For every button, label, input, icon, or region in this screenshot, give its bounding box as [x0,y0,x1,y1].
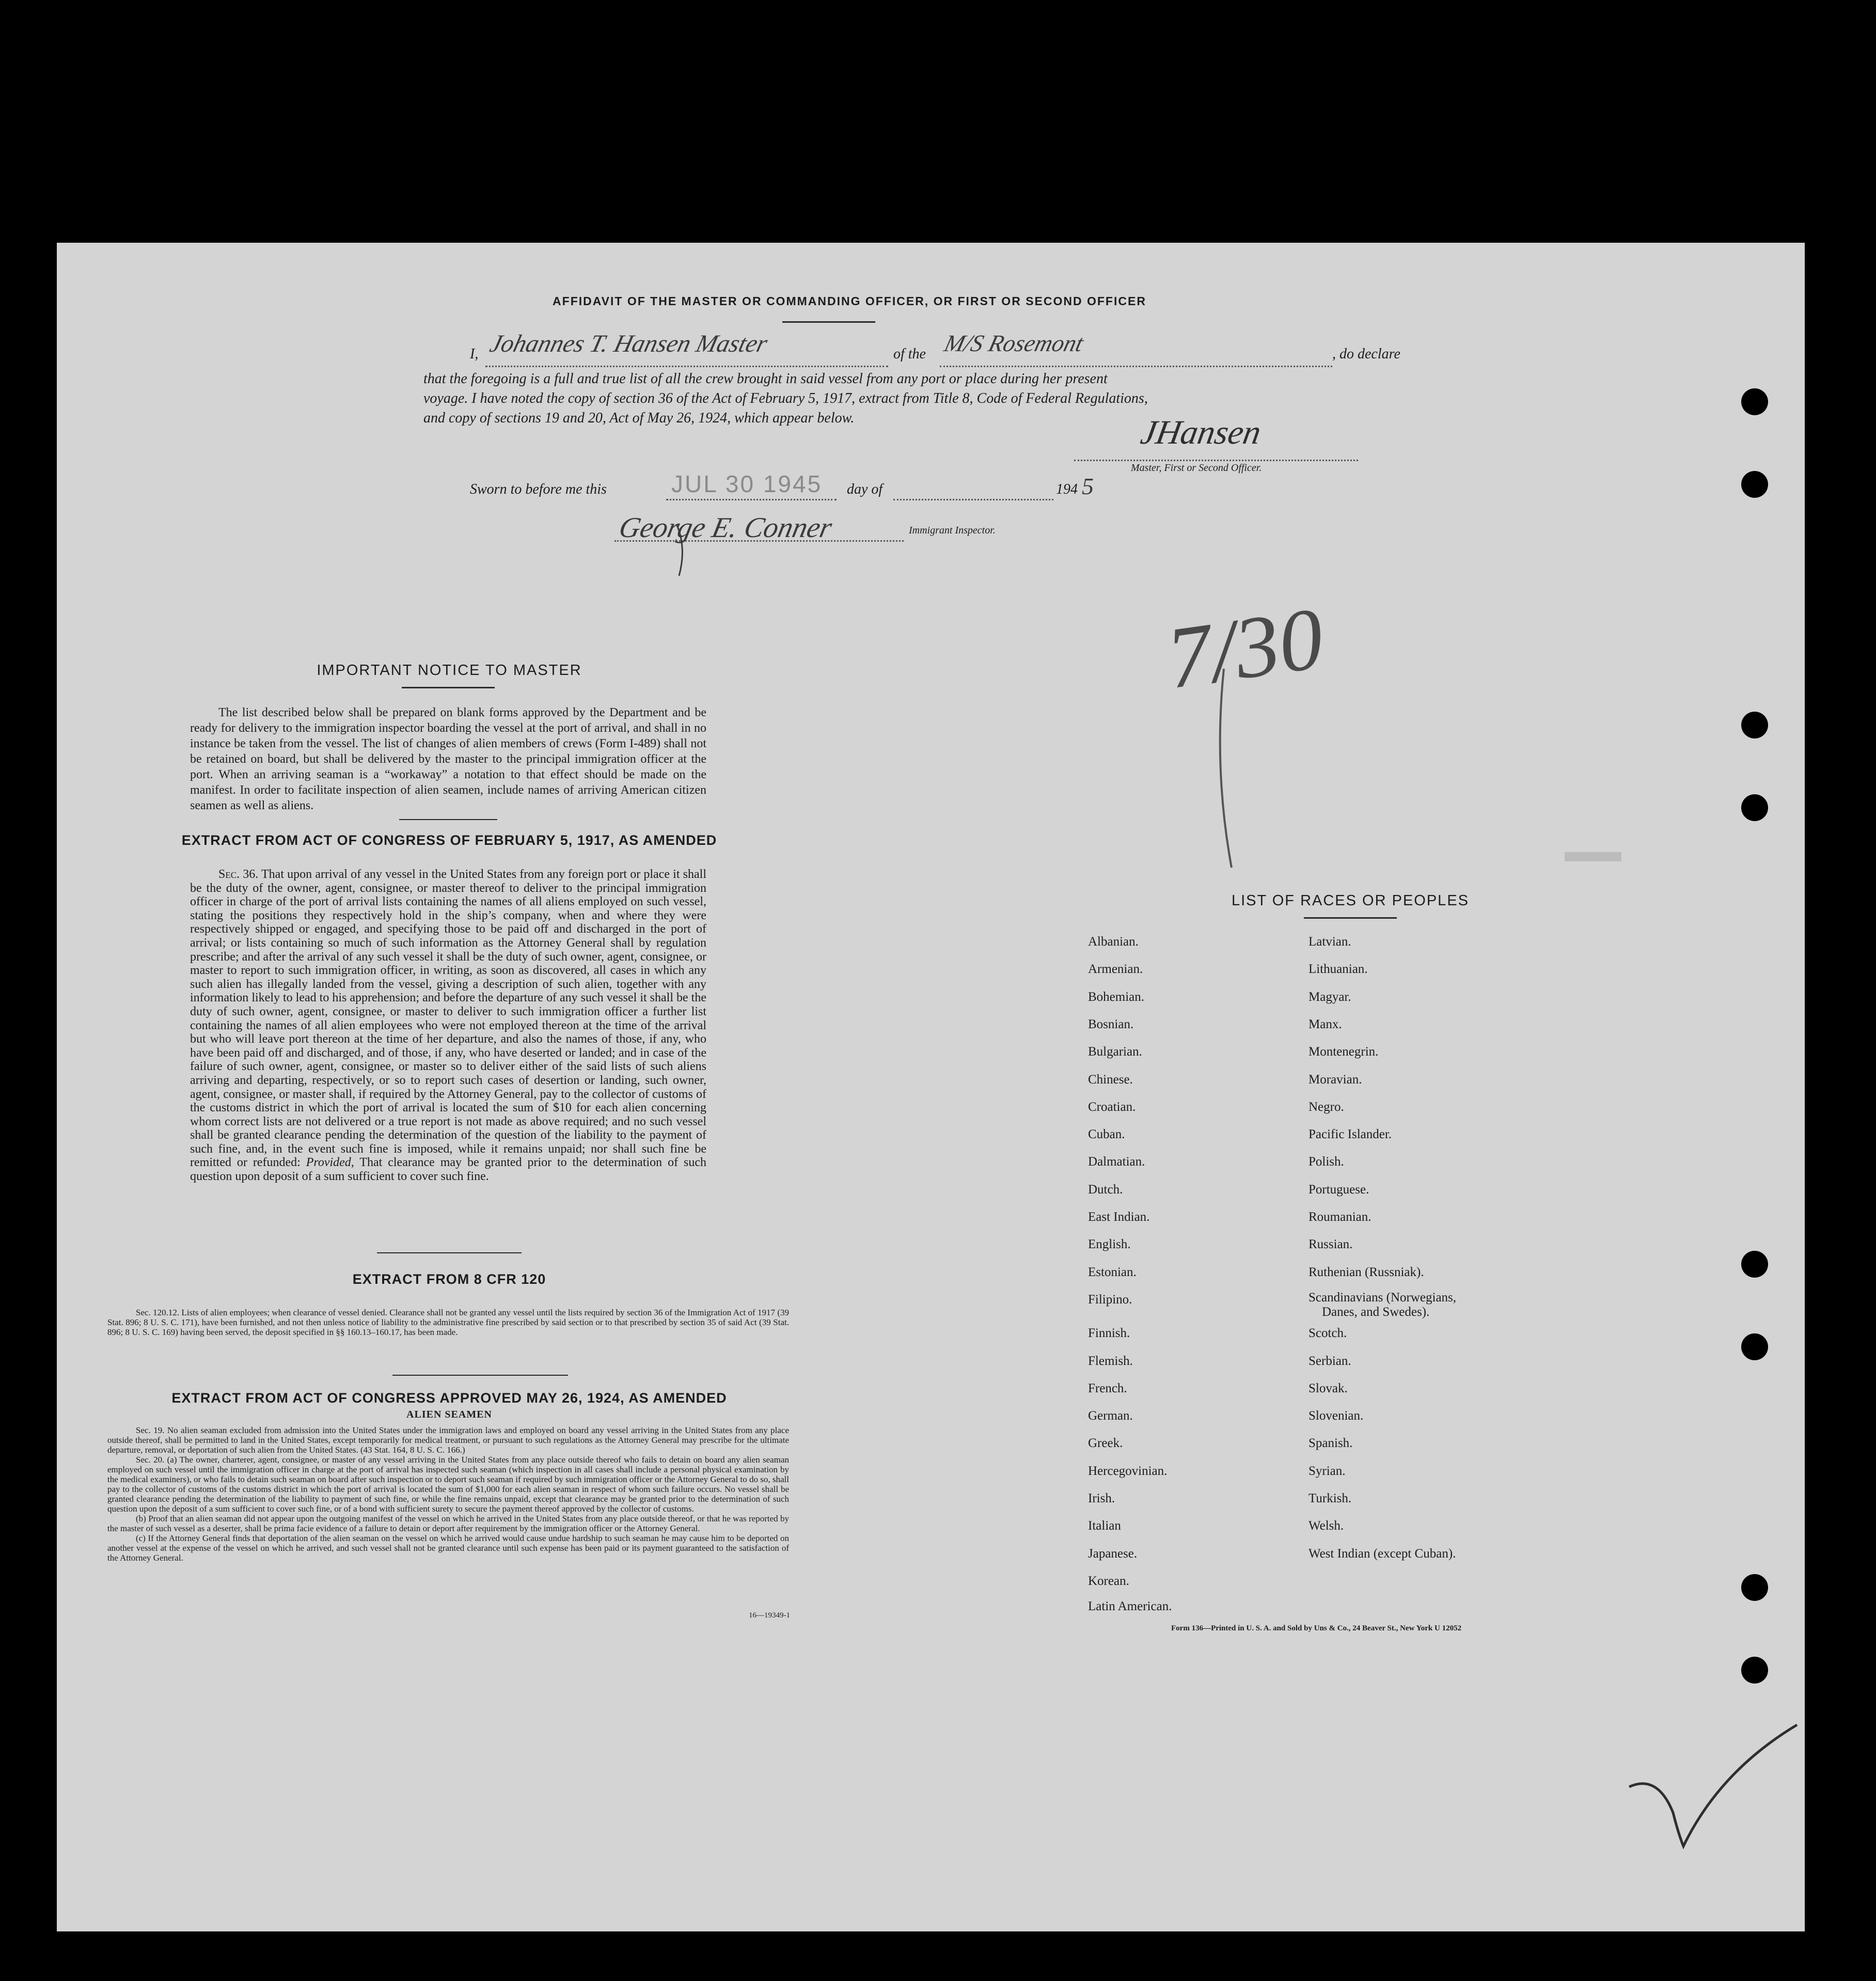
race-item: Lithuanian. [1309,962,1368,977]
binder-hole [1741,712,1768,738]
race-item: Roumanian. [1309,1210,1371,1224]
extract-1924-body [107,1425,789,1563]
handwritten-date-note: 7/30 [1161,589,1329,707]
sec-19: Sec. 19. No alien seaman excluded from admission into the United States under the immigration laws and employed on board any vessel arriving in the United States from any place outside thereof, shall be permitted to land in the United States, except temporarily for medical treatment, or pursuant to such regulations as the Attorney General may prescribe for the ultimate departure, removal, or deportation of such alien from the United States. (43 Stat. 164, 8 U. S. C. 166.) [107,1425,789,1455]
race-item: Turkish. [1309,1491,1352,1505]
race-item: Moravian. [1309,1072,1362,1087]
binder-hole [1741,471,1768,498]
race-item: French. [1088,1381,1127,1395]
cfr-title: EXTRACT FROM 8 CFR 120 [352,1271,546,1287]
race-item: Ruthenian (Russniak). [1309,1265,1424,1279]
race-item: Hercegovinian. [1088,1464,1168,1478]
affidavit-line-3: voyage. I have noted the copy of section 36 of the Act of February 5, 1917, extract from Title 8, Code of Federal Regulations, [423,390,1148,406]
proviso-text: That clearance may be granted prior to the determination of such question upon deposit of a sum sufficient to cover such fine. [190,1156,707,1184]
race-item: Dutch. [1088,1182,1123,1197]
affidavit-line-4: and copy of sections 19 and 20, Act of May 26, 1924, which appear below. [423,410,855,426]
race-item: Slovenian. [1309,1409,1364,1423]
affidavit-of-the: of the [893,346,926,362]
race-item: Pacific Islander. [1309,1127,1392,1142]
race-item: Filipino. [1088,1292,1132,1307]
race-item: Danes, and Swedes). [1322,1304,1430,1319]
race-item: Croatian. [1088,1099,1136,1114]
affidavit-line-2: that the foregoing is a full and true list of all the crew brought in said vessel from any port or place during her present [423,371,1108,387]
binder-hole [1741,1657,1768,1684]
master-signature: JHansen [1138,414,1264,451]
divider [782,321,875,323]
form-code: 16—19349-1 [749,1611,790,1620]
divider [402,687,495,688]
vessel-name-handwritten: M/S Rosemont [941,330,1086,356]
cfr-body: Sec. 120.12. Lists of alien employees; when clearance of vessel denied. Clearance shall not be granted any vessel until the lists required by section 36 of the Immigration Act of 1917 (39 Stat. 896; 8 U. S. C. 171), have been furnished, and not then unless notice of liability to the administrative fine prescribed by said section or to that prescribed by section 35 of said Act (39 Stat. 896; 8 U. S. C. 169) having been served, the deposit specified in §§ 160.13–160.17, has been made. [107,1308,789,1337]
divider [392,1375,568,1376]
sec-20-b: (b) Proof that an alien seaman did not appear upon the outgoing manifest of the vessel on which he arrived in the United States from any place outside thereof, or that he was reported by the master of such vessel as a deserter, shall be prima facie evidence of a failure to detain or deport after requirement by the immigration officer or the Attorney General. [107,1514,789,1533]
binder-hole [1741,794,1768,821]
fill-line [940,366,1332,367]
sec-20-a: Sec. 20. (a) The owner, charterer, agent, consignee, or master of any vessel arriving in the United States from any place outside thereof who fails to detain on board any alien seaman employed on such vessel until the immigration officer in charge at the port of arrival has inspected such seaman (which inspection in all cases shall include a personal physical examination by the medical examiners), or who fails to detain such seaman on board after such inspection or to deport such seaman if required by such immigration officer or the Attorney General to do so, shall pay to the collector of customs of the customs district in which the port of arrival is located the sum of $1,000 for each alien seaman in respect of whom such failure occurs. No vessel shall be granted clearance pending the determination of the liability to payment of such fine, or while the fine remains unpaid, except that clearance may be granted prior to the determination of such question upon the deposit of a sum sufficient to cover such fine, or of a bond with sufficient surety to secure the payment thereof approved by the collector of customs. [107,1455,789,1514]
printer-footer: Form 136—Printed in U. S. A. and Sold by Uns & Co., 24 Beaver St., New York U 12052 [1171,1624,1462,1632]
smudge [1565,852,1621,861]
binder-hole [1741,1574,1768,1601]
race-item: Cuban. [1088,1127,1125,1142]
signature-caption: Master, First or Second Officer. [1131,462,1262,474]
race-item: German. [1088,1409,1133,1423]
document-page [57,243,1805,1931]
sworn-day-of: day of [847,481,883,497]
binder-hole [1741,388,1768,415]
extract-1924-title: EXTRACT FROM ACT OF CONGRESS APPROVED MAY 26, 1924, AS AMENDED [171,1390,727,1406]
race-item: Spanish. [1309,1436,1353,1451]
check-mark-icon [1616,1715,1802,1859]
year-handwritten: 5 [1082,473,1094,499]
race-item: West Indian (except Cuban). [1309,1546,1456,1561]
race-item: Bohemian. [1088,989,1145,1004]
master-name-handwritten: Johannes T. Hansen Master [487,330,770,357]
race-item: Albanian. [1088,935,1139,949]
race-item: Magyar. [1309,989,1351,1004]
divider [399,819,497,820]
date-stamp: JUL 30 1945 [671,470,823,497]
fill-line [893,499,1053,500]
race-item: Polish. [1309,1155,1344,1169]
race-item: Finnish. [1088,1326,1130,1341]
affidavit-title: AFFIDAVIT OF THE MASTER OR COMMANDING OFFICER, OR FIRST OR SECOND OFFICER [553,294,1146,308]
race-item: Japanese. [1088,1546,1138,1561]
race-item: English. [1088,1237,1131,1252]
race-item: Greek. [1088,1436,1123,1451]
affidavit-prefix: I, [470,346,479,362]
race-item: Slovak. [1309,1381,1348,1395]
race-item: Manx. [1309,1017,1342,1031]
notice-title: IMPORTANT NOTICE TO MASTER [317,662,582,679]
notice-body: The list described below shall be prepared on blank forms approved by the Department and be ready for delivery to the immigration inspector boarding the vessel at the port of arrival, and shall in no instance be taken from the vessel. The list of changes of alien members of crews (Form I-489) shall not be retained on board, but shall be delivered by the master to the principal immigration officer at the port. When an arriving seaman is a “workaway” a notation to that effect should be made on the manifest. In order to facilitate inspection of alien seamen, include names of arriving American citizen seamen as well as aliens. [190,706,706,812]
race-item: Russian. [1309,1237,1353,1252]
race-item: East Indian. [1088,1210,1150,1224]
extract-1917-body [190,868,706,1184]
inspector-caption: Immigrant Inspector. [909,525,996,536]
races-title: LIST OF RACES OR PEOPLES [1231,892,1470,909]
divider [1304,917,1397,919]
race-item: Syrian. [1309,1464,1346,1478]
sworn-year: 194 [1056,481,1078,497]
race-item: Latvian. [1309,935,1351,949]
binder-hole [1741,1333,1768,1360]
sec-20-c: (c) If the Attorney General finds that deportation of the alien seaman on the vessel on which he arrived would cause undue hardship to such seaman he may cause him to be deported on another vessel at the expense of the vessel on which he arrived, and such vessel shall not be granted clearance until such expense has been paid or its payment guaranteed to the satisfaction of the Attorney General. [107,1533,789,1563]
race-item: Dalmatian. [1088,1155,1145,1169]
race-item: Italian [1088,1519,1121,1533]
sworn-prefix: Sworn to before me this [470,481,607,497]
signature-line [1074,460,1358,461]
race-item: Irish. [1088,1491,1115,1505]
race-item: Portuguese. [1309,1182,1369,1197]
divider [377,1252,522,1253]
race-item: Bosnian. [1088,1017,1134,1031]
fill-line [614,540,904,542]
race-item: Korean. [1088,1574,1129,1588]
race-item: Estonian. [1088,1265,1137,1279]
inspector-signature: George E. Conner [616,512,835,544]
affidavit-declare: , do declare [1332,346,1400,362]
race-item: Scotch. [1309,1326,1347,1341]
race-item: Negro. [1309,1099,1344,1114]
race-item: Chinese. [1088,1072,1133,1087]
race-item: Scandinavians (Norwegians, [1309,1290,1457,1304]
fill-line [666,499,837,500]
race-item: Flemish. [1088,1354,1133,1368]
sec-36-label: Sec. 36. [218,868,259,881]
pencil-stroke [1193,666,1255,873]
race-item: Bulgarian. [1088,1045,1142,1059]
race-item: Armenian. [1088,962,1143,977]
binder-hole [1741,1251,1768,1278]
race-item: Welsh. [1309,1519,1344,1533]
fill-line [485,366,888,367]
extract-1917-title: EXTRACT FROM ACT OF CONGRESS OF FEBRUARY 5, 1917, AS AMENDED [181,832,717,848]
signature-flourish [666,522,697,578]
race-item: Latin American. [1088,1599,1172,1614]
proviso-label: Provided, [306,1156,354,1170]
sec-36-text: That upon arrival of any vessel in the United States from any foreign port or place it shall be the duty of the owner, agent, consignee, or master thereof to deliver to the principal immigration officer in charge of the port of arrival lists containing the names of all aliens employed on such vessel, stating the positions they respectively hold in the ship’s company, when and where they were respectively shipped or engaged, and specifying those to be paid off and discharged in the port of arrival; or lists containing so much of such information as the Attorney General shall by regulation prescribe; and after the arrival of any such vessel it shall be the duty of such owner, agent, consignee, or master to report to such immigration officer, in writing, as soon as discovered, all cases in which any such alien has illegally landed from the vessel, giving a description of such alien, together with any information likely to lead to his apprehension; and before the departure of any such vessel it shall be the duty of such owner, agent, consignee, or master to deliver to such immigration officer a further list containing the names of all alien employees who were not employed thereon at the time of the arrival but who will leave port thereon at the time of her departure, and also the names of those, if any, who have been paid off and discharged, and of those, if any, who have deserted or landed; and in case of the failure of such owner, agent, consignee, or master so to deliver either of the said lists of such aliens arriving and departing, respectively, or so to report such cases of desertion or landing, such owner, agent, consignee, or master shall, if required by the Attorney General, pay to the collector of customs of the customs district in which the port of arrival is located the sum of $10 for each alien concerning whom correct lists are not delivered or a true report is not made as above required; and no such vessel shall be granted clearance pending the determination of the question of the liability to the payment of such fine, and, in the event such fine is imposed, while it remains unpaid; nor shall such fine be remitted or refunded: [190,868,706,1170]
alien-seamen-subtitle: ALIEN SEAMEN [406,1409,492,1420]
race-item: Montenegrin. [1309,1045,1379,1059]
race-item: Serbian. [1309,1354,1351,1368]
